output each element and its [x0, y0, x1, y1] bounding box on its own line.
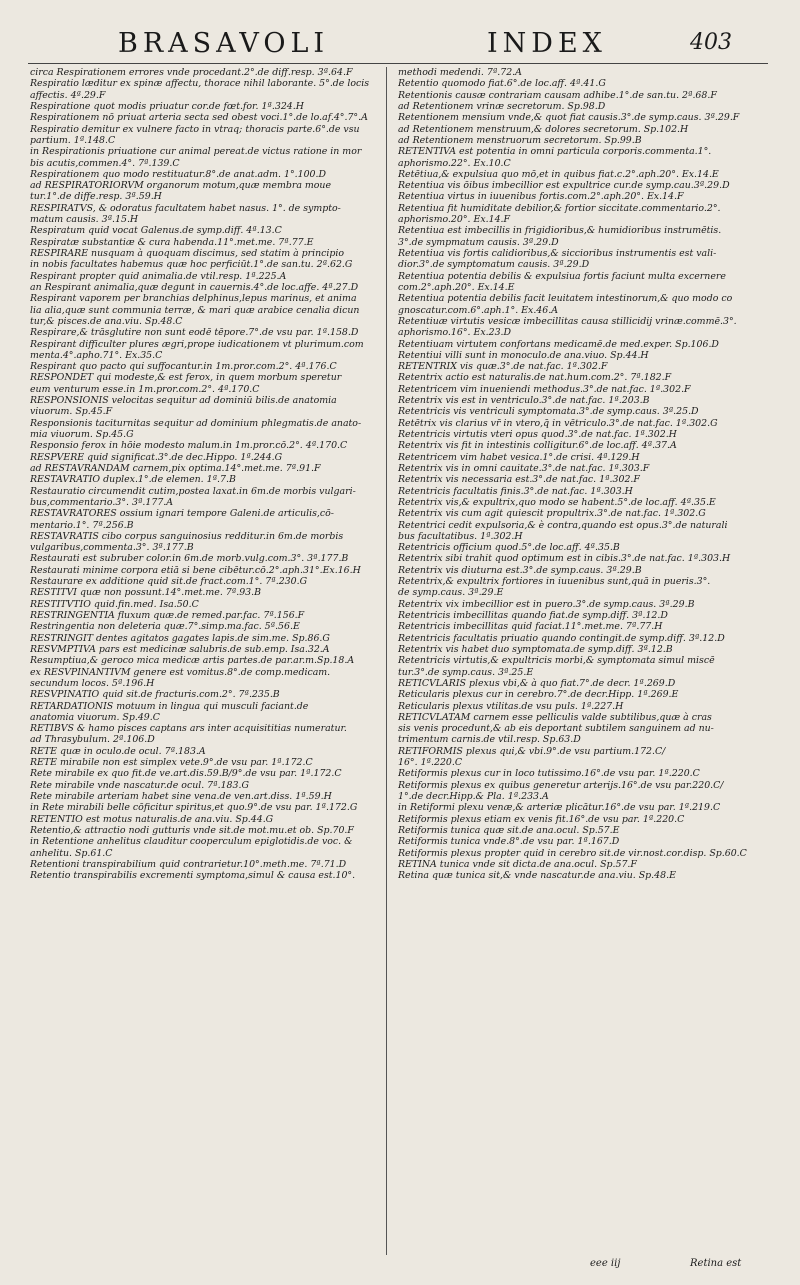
index-entry-line: Retētrix vis clarius vr̄ in vtero,q̄ in vētriculo.3°.de nat.fac. 1ª.302.G: [398, 417, 718, 429]
index-entry-line: ad Retentionem vrinæ secretorum. Sp.98.D: [398, 100, 606, 112]
index-entry-line: Retentrix vis,& expultrix,quo modo se habent.5°.de loc.aff. 4ª.35.E: [398, 496, 716, 508]
index-entry-line: Retentiua est imbecillis in frigidioribus,& humidioribus instrumētis.: [398, 225, 722, 237]
index-entry-line: in Respirationis priuatione cur animal pereat.de victus ratione in mor: [30, 146, 362, 158]
index-entry-line: dior.3°.de symptomatum causis. 3ª.29.D: [398, 259, 590, 271]
index-entry-line: Retentricis imbecillitas quando fiat.de symp.diff. 3ª.12.D: [398, 610, 668, 621]
index-entry-line: matum causis. 3ª.15.H: [30, 214, 139, 226]
index-entry-line: Retentrix sibi trahit quod optimum est in cibis.3°.de nat.fac. 1ª.303.H: [398, 553, 731, 565]
catchword: Retina est: [690, 1258, 742, 1269]
index-entry-line: partium. 1ª.148.C: [30, 134, 116, 146]
index-entry-line: Retentiua vis fortis calidioribus,& siccioribus instrumentis est vali-: [398, 248, 717, 259]
index-entry-line: RESTITVTIO quid.fin.med. Isa.50.C: [30, 598, 199, 610]
index-entry-line: ad Retentionem menstruum,& dolores secretorum. Sp.102.H: [398, 123, 689, 135]
index-entry-line: RESTRINGENTIA fluxum quæ.de remed.par.fac. 7ª.156.F: [30, 610, 305, 621]
index-entry-line: circa Respirationem errores vnde procedant.2°.de diff.resp. 3ª.64.F: [30, 67, 353, 78]
index-entry-line: Retentrix vis diuturna est.3°.de symp.caus. 3ª.29.B: [398, 564, 642, 576]
index-entry-line: methodi medendi. 7ª.72.A: [398, 67, 522, 78]
index-entry-line: RETIFORMIS plexus qui,& vbi.9°.de vsu partium.172.C/: [398, 745, 666, 757]
index-entry-line: 3°.de sympmatum causis. 3ª.29.D: [398, 236, 559, 248]
index-entry-line: Retentionis causæ contrariam causam adhibe.1°.de san.tu. 2ª.68.F: [398, 89, 717, 101]
index-entry-line: RESVPINATIO quid sit.de fracturis.com.2°. 7ª.235.B: [30, 689, 280, 701]
index-entry-line: Retentio transpirabilis excrementi symptoma,simul & causa est.10°.: [30, 870, 356, 882]
index-entry-line: tur.1°.de diffe.resp. 3ª.59.H: [30, 191, 162, 203]
right-index-column: [398, 67, 766, 1255]
index-entry-line: in Retentione anhelitus clauditur cooperculum epiglotidis.de voc. &: [30, 836, 353, 848]
index-entry-line: Retentricis vis ventriculi symptomata.3°.de symp.caus. 3ª.25.D: [398, 406, 699, 418]
index-entry-line: Respiratæ substantiæ & cura habenda.11°.met.me. 7ª.77.E: [30, 236, 314, 248]
index-entry-line: in Retiformi plexu venæ,& arteriæ plicātur.16°.de vsu par. 1ª.219.C: [398, 802, 721, 814]
index-entry-line: Rete mirabile arteriam habet sine vena.de ven.art.diss. 1ª.59.H: [30, 791, 332, 802]
index-entry-line: lia alia,quæ sunt communia terræ, & mari quæ arabice cenalia dicun: [30, 304, 360, 316]
index-entry-line: RESTRINGIT dentes agitatos gagates lapis.de sim.me. Sp.86.G: [30, 632, 330, 644]
index-entry-line: Retentiua virtus in iuuenibus fortis.com.2°.aph.20°. Ex.14.F: [398, 191, 684, 203]
index-entry-line: Retentiuæ virtutis vesicæ imbecillitas causa stillicidij vrinæ.commē.3°.: [398, 315, 737, 327]
index-entry-line: tur,& pisces.de ana.viu. Sp.48.C: [30, 315, 183, 327]
index-entry-line: Retentricis virtutis,& expultricis morbi,& symptomata simul miscē: [398, 655, 715, 667]
index-entry-line: Retentrix vis fit in intestinis colligitur.6°.de loc.aff. 4ª.37.A: [398, 440, 677, 452]
index-entry-line: mia viuorum. Sp.45.G: [30, 429, 134, 440]
index-entry-line: Respiratione quot modis priuatur cor.de fœt.for. 1ª.324.H: [30, 100, 304, 112]
index-entry-line: aphorismo.16°. Ex.23.D: [398, 327, 512, 339]
index-entry-line: Retiformis plexus propter quid in cerebro sit.de vir.nost.cor.disp. Sp.60.C: [398, 847, 747, 859]
running-header: [0, 28, 800, 64]
index-entry-line: Rete mirabile ex quo fit.de ve.art.dis.59.B/9°.de vsu par. 1ª.172.C: [30, 768, 342, 780]
index-entry-line: RESPIRARE nusquam à quoquam discimus, sed statim à principio: [30, 248, 345, 259]
index-entry-line: bus,commentario.3°. 3ª.177.A: [30, 496, 174, 508]
index-entry-line: com.2°.aph.20°. Ex.14.E: [398, 281, 515, 293]
index-entry-line: Respirant difficulter plures ægri,prope iudicationem vt plurimum.com: [30, 338, 364, 350]
index-entry-line: Restaurati est subruber color.in 6m.de morb.vulg.com.3°. 3ª.177.B: [30, 553, 349, 565]
index-entry-line: RESTAVRATIO duplex.1°.de elemen. 1ª.7.B: [30, 474, 236, 486]
index-entry-line: Retentiui villi sunt in monoculo.de ana.viuo. Sp.44.H: [398, 349, 649, 361]
index-entry-line: Retentrix vis est in ventriculo.3°.de nat.fac. 1ª.203.B: [398, 395, 650, 407]
index-entry-line: Respirationem quo modo restituatur.8°.de anat.adm. 1°.100.D: [30, 168, 327, 180]
index-entry-line: RETE quæ in oculo.de ocul. 7ª.183.A: [30, 745, 206, 757]
index-entry-line: Retentiua vis ōibus imbecillior est expultrice cur.de symp.cau.3ª.29.D: [398, 180, 730, 192]
index-entry-line: tur.3°.de symp.caus. 3ª.25.E: [398, 666, 534, 678]
header-index: INDEX: [487, 28, 607, 59]
index-entry-line: Reticularis plexus cur in cerebro.7°.de decr.Hipp. 1ª.269.E: [398, 689, 679, 701]
index-entry-line: Reticularis plexus vtilitas.de vsu puls. 1ª.227.H: [398, 700, 624, 712]
index-entry-line: Restaurati minime corpora etiā si bene cibētur.cō.2°.aph.31°.Ex.16.H: [30, 564, 361, 576]
index-entry-line: secundum locos. 5ª.196.H: [30, 677, 155, 689]
index-entry-line: RETENTIO est motus naturalis.de ana.viu. Sp.44.G: [30, 813, 274, 825]
index-entry-line: bis acutis,commen.4°. 7ª.139.C: [30, 157, 180, 169]
index-entry-line: ad Retentionem menstruorum secretorum. Sp.99.B: [398, 134, 642, 146]
index-entry-line: Retentrici cedit expulsoria,& è contra,quando est opus.3°.de naturali: [398, 519, 728, 531]
index-entry-line: RETARDATIONIS motuum in lingua qui musculi faciant.de: [30, 700, 309, 712]
index-entry-line: anatomia viuorum. Sp.49.C: [30, 711, 160, 723]
index-entry-line: bus facultatibus. 1ª.302.H: [398, 530, 523, 542]
index-entry-line: vulgaribus,commenta.3°. 3ª.177.B: [30, 542, 194, 554]
index-entry-line: Retiformis plexus cur in loco tutissimo.16°.de vsu par. 1ª.220.C: [398, 768, 700, 780]
index-entry-line: Respiratio demitur ex vulnere facto in vtraq; thoracis parte.6°.de vsu: [30, 123, 360, 135]
index-entry-line: de symp.caus. 3ª.29.E: [398, 587, 504, 599]
index-entry-line: RETINA tunica vnde sit dicta.de ana.ocul. Sp.57.F: [398, 858, 637, 870]
index-entry-line: Resumptiua,& geroco mica medicæ artis partes.de par.ar.m.Sp.18.A: [30, 655, 355, 667]
index-entry-line: RESVMPTIVA pars est medicinæ salubris.de sub.emp. Isa.32.A: [30, 643, 330, 655]
index-entry-line: Retentricem vim habet vesica.1°.de crisi. 4ª.129.H: [398, 451, 640, 463]
index-entry-line: eum venturum esse.in 1m.pror.com.2°. 4ª.170.C: [30, 383, 260, 395]
index-entry-line: Retentricem vim inueniendi methodus.3°.de nat.fac. 1ª.302.F: [398, 383, 691, 395]
index-entry-line: RESTITVI quæ non possunt.14°.met.me. 7ª.93.B: [30, 587, 261, 599]
index-entry-line: affectis. 4ª.29.F: [30, 89, 106, 101]
index-entry-line: RETIBVS & hamo pisces captans ars inter acquisititias numeratur.: [30, 723, 347, 735]
index-entry-line: Respiratio læditur ex spinæ affectu, thorace nihil laborante. 5°.de locis: [30, 78, 370, 90]
index-entry-line: Retentricis officium quod.5°.de loc.aff. 4ª.35.B: [398, 542, 620, 554]
index-entry-line: ad Thrasybulum. 2ª.106.D: [30, 734, 155, 746]
index-entry-line: Retentio,& attractio nodi gutturis vnde sit.de mot.mu.et ob. Sp.70.F: [30, 824, 354, 836]
index-entry-line: RETICVLATAM carnem esse pelliculis valde subtilibus,quæ à cras: [398, 711, 712, 723]
index-entry-line: Respirant vaporem per branchias delphinus,lepus marinus, et anima: [30, 293, 357, 305]
index-entry-line: trimentum carnis.de vtil.resp. Sp.63.D: [398, 734, 581, 746]
index-entry-line: RESPVERE quid significat.3°.de dec.Hippo. 1ª.244.G: [30, 451, 283, 463]
index-entry-line: Respirant propter quid animalia.de vtil.resp. 1ª.225.A: [30, 270, 287, 282]
index-entry-line: Retiformis tunica quæ sit.de ana.ocul. Sp.57.E: [398, 824, 620, 836]
index-entry-line: Retentricis facultatis priuatio quando contingit.de symp.diff. 3ª.12.D: [398, 632, 725, 644]
index-entry-line: sis venis procedunt,& ab eis deportant subtilem sanguinem ad nu-: [398, 723, 714, 735]
index-entry-line: Restauratio circumendit cutim,postea laxat.in 6m.de morbis vulgari-: [30, 485, 356, 497]
index-entry-line: Rete mirabile vnde nascatur.de ocul. 7ª.183.G: [30, 779, 249, 791]
index-entry-line: Retentrix vix imbecillior est in puero.3°.de symp.caus. 3ª.29.B: [398, 598, 695, 610]
index-entry-line: ad RESPIRATORIORVM organorum motum,quæ membra moue: [30, 180, 332, 192]
index-entry-line: Restaurare ex additione quid sit.de fract.com.1°. 7ª.230.G: [30, 576, 308, 588]
index-entry-line: Retentiua potentia debilis facit leuitatem intestinorum,& quo modo co: [398, 293, 733, 305]
index-entry-line: Retentrix vis in omni cauitate.3°.de nat.fac. 1ª.303.F: [398, 462, 650, 474]
index-entry-line: RESPONSIONIS velocitas sequitur ad dominiū bilis.de anatomia: [30, 395, 337, 407]
index-entry-line: Respirare,& trāsglutire non sunt eodē tēpore.7°.de vsu par. 1ª.158.D: [30, 327, 359, 339]
index-entry-line: in nobis facultates habemus quæ hoc perficiūt.1°.de san.tu. 2ª.62.G: [30, 259, 353, 271]
column-divider: [386, 67, 387, 1255]
index-entry-line: Retentrix vis habet duo symptomata.de symp.diff. 3ª.12.B: [398, 643, 673, 655]
index-entry-line: Retentioni transpirabilium quid contrarietur.10°.meth.me. 7ª.71.D: [30, 858, 347, 870]
index-entry-line: Retentio quomodo fiat.6°.de loc.aff. 4ª.41.G: [398, 78, 606, 90]
index-entry-line: RETICVLARIS plexus vbi,& à quo fiat.7°.de decr. 1ª.269.D: [398, 677, 676, 689]
index-entry-line: Retentrix vis cum agit quiescit propultrix.3°.de nat.fac. 1ª.302.G: [398, 508, 706, 520]
index-entry-line: Restringentia non deleteria quæ.7°.simp.ma.fac. 5ª.56.E: [30, 621, 300, 633]
index-entry-line: RESTAVRATIS cibo corpus sanguinosius redditur.in 6m.de morbis: [30, 530, 344, 542]
signature-mark: eee iij: [590, 1258, 621, 1269]
index-entry-line: Retiformis tunica vnde.8°.de vsu par. 1ª.167.D: [398, 836, 620, 848]
header-author: BRASAVOLI: [118, 28, 330, 59]
index-entry-line: RESPIRATVS, & odoratus facultatem habet nasus. 1°. de sympto-: [30, 202, 341, 214]
index-entry-line: Respirant quo pacto qui suffocantur.in 1m.pror.com.2°. 4ª.176.C: [30, 361, 337, 373]
index-entry-line: Retentricis virtutis vteri opus quod.3°.de nat.fac. 1ª.302.H: [398, 429, 677, 440]
index-entry-line: Retentionem mensium vnde,& quot fiat causis.3°.de symp.caus. 3ª.29.F: [398, 112, 740, 124]
index-entry-line: Responsionis taciturnitas sequitur ad dominium phlegmatis.de anato-: [30, 417, 362, 429]
index-entry-line: ad RESTAVRANDAM carnem,pix optima.14°.met.me. 7ª.91.F: [30, 462, 321, 474]
page-number: 403: [690, 30, 732, 55]
index-entry-line: RETENTIVA est potentia in omni particula corporis.commenta.1°.: [398, 146, 712, 158]
index-entry-line: mentario.1°. 7ª.256.B: [30, 519, 134, 531]
left-index-column: [30, 67, 374, 1255]
index-entry-line: viuorum. Sp.45.F: [30, 406, 113, 418]
index-entry-line: menta.4°.apho.71°. Ex.35.C: [30, 349, 163, 361]
index-entry-line: Respirationem nō priuat arteria secta sed obest voci.1°.de lo.af.4°.7°.A: [30, 112, 368, 124]
index-entry-line: aphorismo.20°. Ex.14.F: [398, 214, 511, 226]
index-entry-line: RETENTRIX vis quæ.3°.de nat.fac. 1ª.302.F: [398, 361, 608, 373]
index-entry-line: gnoscatur.com.6°.aph.1°. Ex.46.A: [398, 304, 558, 316]
index-entry-line: Retentiuam virtutem confortans medicamē.de med.exper. Sp.106.D: [398, 338, 719, 350]
index-entry-line: Retentrix actio est naturalis.de nat.hum.com.2°. 7ª.182.F: [398, 372, 672, 384]
index-entry-line: 1°.de decr.Hipp.& Pla. 1ª.233.A: [398, 791, 549, 802]
index-entry-line: anhelitu. Sp.61.C: [30, 847, 113, 859]
index-entry-line: RESPONDET qui modeste,& est ferox, in quem morbum speretur: [30, 372, 342, 384]
index-entry-line: Retentrix vis necessaria est.3°.de nat.fac. 1ª.302.F: [398, 474, 640, 486]
index-entry-line: Retentiua fit humiditate debilior,& fortior siccitate.commentario.2°.: [398, 202, 721, 214]
index-entry-line: Retentiua potentia debilis & expulsiua fortis faciunt multa excernere: [398, 270, 726, 282]
index-entry-line: Retentrix,& expultrix fortiores in iuuenibus sunt,quā in pueris.3°.: [398, 576, 711, 588]
index-entry-line: RESTAVRATORES ossium ignari tempore Galeni.de articulis,cō-: [30, 508, 334, 520]
index-entry-line: RETE mirabile non est simplex vete.9°.de vsu par. 1ª.172.C: [30, 757, 313, 769]
index-entry-line: Retina quæ tunica sit,& vnde nascatur.de ana.viu. Sp.48.E: [398, 870, 676, 882]
index-entry-line: in Rete mirabili belle cōficitur spiritus,et quo.9°.de vsu par. 1ª.172.G: [30, 802, 358, 814]
index-entry-line: Retentricis imbecillitas quid faciat.11°.met.me. 7ª.77.H: [398, 621, 663, 633]
index-entry-line: ex RESVPINANTIVM genere est vomitus.8°.de comp.medicam.: [30, 666, 331, 678]
index-entry-line: Retiformis plexus ex quibus generetur arterijs.16°.de vsu par.220.C/: [398, 779, 724, 791]
index-entry-line: 16°. 1ª.220.C: [398, 757, 463, 769]
index-entry-line: Retiformis plexus etiam ex venis fit.16°.de vsu par. 1ª.220.C: [398, 813, 685, 825]
index-entry-line: an Respirant animalia,quæ degunt in cauernis.4°.de loc.affe. 4ª.27.D: [30, 281, 359, 293]
index-entry-line: Responsio ferox in hōie modesto malum.in 1m.pror.cō.2°. 4ª.170.C: [30, 440, 348, 452]
header-rule: [28, 63, 768, 64]
index-entry-line: Respiratum quid vocat Galenus.de symp.diff. 4ª.13.C: [30, 225, 282, 237]
index-entry-line: Retentricis facultatis finis.3°.de nat.fac. 1ª.303.H: [398, 485, 633, 497]
index-entry-line: Retētiua,& expulsiua quo mō,et in quibus fiat.c.2°.aph.20°. Ex.14.E: [398, 168, 719, 180]
index-entry-line: aphorismo.22°. Ex.10.C: [398, 157, 511, 169]
